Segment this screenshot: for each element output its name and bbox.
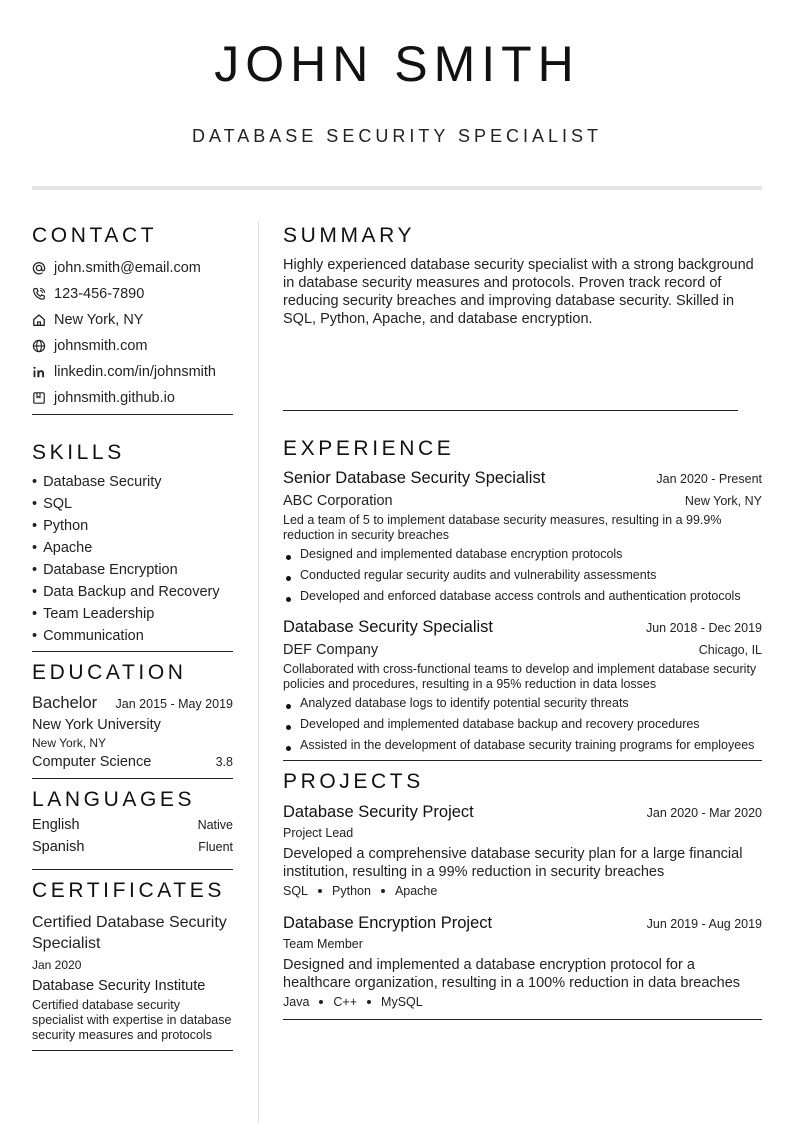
project-tag: SQL bbox=[283, 884, 309, 898]
education-dates: Jan 2015 - May 2019 bbox=[115, 697, 233, 711]
project-role: Project Lead bbox=[283, 826, 354, 840]
certificates-heading: CERTIFICATES bbox=[32, 879, 225, 902]
job-bullet: Analyzed database logs to identify potential security threats bbox=[283, 696, 762, 711]
job-company-row bbox=[283, 642, 762, 658]
project-role: Team Member bbox=[283, 937, 363, 951]
languages-section bbox=[32, 788, 233, 870]
language-row bbox=[32, 817, 233, 839]
job-location: Chicago, IL bbox=[698, 643, 762, 657]
project-tag: C++ bbox=[333, 995, 358, 1009]
job-bullets bbox=[283, 547, 762, 604]
header-divider bbox=[32, 186, 762, 190]
job-dates: Jun 2018 - Dec 2019 bbox=[645, 621, 762, 635]
certificate-issuer: Database Security Institute bbox=[32, 978, 206, 994]
contact-heading: CONTACT bbox=[32, 224, 158, 247]
language-level: Fluent bbox=[198, 840, 233, 854]
project-tag: Java bbox=[283, 995, 310, 1009]
languages-heading: LANGUAGES bbox=[32, 788, 196, 811]
education-degree: Bachelor bbox=[32, 694, 98, 712]
language-name: English bbox=[32, 817, 80, 833]
job-bullet: Developed and enforced database access controls and authentication protocols bbox=[283, 589, 762, 604]
education-location: New York, NY bbox=[32, 736, 107, 750]
job-entry bbox=[283, 618, 762, 753]
globe-icon bbox=[32, 339, 46, 353]
job-company: DEF Company bbox=[283, 642, 379, 658]
summary-heading: SUMMARY bbox=[283, 224, 416, 247]
tag-separator bbox=[367, 1000, 371, 1004]
language-level: Native bbox=[197, 818, 233, 832]
project-dates: Jan 2020 - Mar 2020 bbox=[646, 806, 762, 820]
linkedin-icon bbox=[32, 365, 46, 379]
certificate-description: Certified database security specialist with expertise in database security measures and protocols bbox=[32, 998, 232, 1042]
candidate-title: DATABASE SECURITY SPECIALIST bbox=[191, 126, 603, 146]
job-bullets bbox=[283, 696, 762, 753]
skills-section bbox=[32, 441, 233, 652]
language-row bbox=[32, 839, 233, 861]
education-field: Computer Science bbox=[32, 754, 152, 770]
contact-list bbox=[32, 255, 233, 411]
job-description: Led a team of 5 to implement database security measures, resulting in a 99.9% reduction in security breaches bbox=[283, 513, 722, 542]
skills-divider bbox=[32, 651, 233, 652]
project-title: Database Security Project bbox=[283, 803, 474, 821]
projects-heading: PROJECTS bbox=[283, 770, 424, 793]
project-title: Database Encryption Project bbox=[283, 914, 493, 932]
job-title-row bbox=[283, 469, 762, 488]
portfolio-icon bbox=[32, 391, 46, 405]
at-icon bbox=[32, 261, 46, 275]
left-column bbox=[32, 224, 233, 1051]
contact-section bbox=[32, 224, 233, 415]
experience-divider bbox=[283, 760, 762, 761]
job-bullet: Developed and implemented database backup and recovery procedures bbox=[283, 717, 762, 732]
education-field-row bbox=[32, 754, 233, 770]
phone-icon bbox=[32, 287, 46, 301]
job-entry bbox=[283, 469, 762, 604]
contact-portfolio-text: johnsmith.github.io bbox=[54, 390, 175, 406]
project-description: Designed and implemented a database encryption protocol for a healthcare organization, resulting in a 100% reduction in data breaches bbox=[283, 957, 741, 991]
summary-section bbox=[283, 224, 762, 411]
project-tags bbox=[283, 995, 762, 1009]
job-title: Senior Database Security Specialist bbox=[283, 469, 546, 487]
contact-phone-text: 123-456-7890 bbox=[54, 286, 145, 302]
job-bullet: Assisted in the development of database security training programs for employees bbox=[283, 738, 762, 753]
skills-list bbox=[32, 471, 233, 647]
tag-separator bbox=[381, 889, 385, 893]
job-title-row bbox=[283, 618, 762, 637]
job-title: Database Security Specialist bbox=[283, 618, 494, 636]
skill-item: • Database Encryption bbox=[32, 559, 233, 581]
projects-divider bbox=[283, 1019, 762, 1020]
skill-item: • Communication bbox=[32, 625, 233, 647]
contact-location bbox=[32, 307, 233, 333]
education-divider bbox=[32, 778, 233, 779]
project-dates: Jun 2019 - Aug 2019 bbox=[646, 917, 762, 931]
job-bullet: Designed and implemented database encryption protocols bbox=[283, 547, 762, 562]
education-degree-row bbox=[32, 694, 233, 713]
contact-linkedin[interactable] bbox=[32, 359, 233, 385]
column-divider bbox=[258, 222, 259, 1123]
contact-website-text: johnsmith.com bbox=[54, 338, 148, 354]
contact-website[interactable] bbox=[32, 333, 233, 359]
job-description: Collaborated with cross-functional teams to develop and implement database security policies and procedures, resulting in a 95% reduction in data losses bbox=[283, 662, 757, 691]
certificate-name: Certified Database Security Specialist bbox=[32, 914, 227, 952]
certificate-date: Jan 2020 bbox=[32, 958, 82, 972]
contact-email-text: john.smith@email.com bbox=[54, 260, 201, 276]
project-title-row bbox=[283, 803, 762, 822]
candidate-name: JOHN SMITH bbox=[214, 36, 580, 92]
projects-section bbox=[283, 770, 762, 1020]
language-name: Spanish bbox=[32, 839, 85, 855]
education-section bbox=[32, 661, 233, 779]
contact-location-text: New York, NY bbox=[54, 312, 144, 328]
project-description: Developed a comprehensive database security plan for a large financial institution, resulting in a 99% reduction in security breaches bbox=[283, 846, 743, 880]
experience-heading: EXPERIENCE bbox=[283, 437, 455, 460]
project-tag: Python bbox=[332, 884, 371, 898]
contact-phone[interactable] bbox=[32, 281, 233, 307]
skill-item: • Team Leadership bbox=[32, 603, 233, 625]
right-column bbox=[283, 224, 762, 1020]
skill-item: • Python bbox=[32, 515, 233, 537]
contact-portfolio[interactable] bbox=[32, 385, 233, 411]
skill-item: • Data Backup and Recovery bbox=[32, 581, 233, 603]
job-bullet: Conducted regular security audits and vulnerability assessments bbox=[283, 568, 762, 583]
contact-divider bbox=[32, 414, 233, 415]
tag-separator bbox=[318, 889, 322, 893]
tag-separator bbox=[319, 1000, 323, 1004]
skill-item: • Apache bbox=[32, 537, 233, 559]
summary-text: Highly experienced database security specialist with a strong background in database security measures and protocols. Proven track record of reducing security breaches and improving database security. Skilled in SQL, Python, Apache, and database encryption. bbox=[283, 257, 754, 327]
project-tag: MySQL bbox=[381, 995, 423, 1009]
contact-email[interactable] bbox=[32, 255, 233, 281]
project-entry bbox=[283, 914, 762, 1009]
skills-heading: SKILLS bbox=[32, 441, 125, 464]
experience-section bbox=[283, 437, 762, 761]
home-icon bbox=[32, 313, 46, 327]
certificates-divider bbox=[32, 1050, 233, 1051]
project-entry bbox=[283, 803, 762, 898]
contact-linkedin-text: linkedin.com/in/johnsmith bbox=[54, 364, 216, 380]
project-tag: Apache bbox=[394, 884, 438, 898]
education-gpa: 3.8 bbox=[215, 755, 233, 769]
job-company: ABC Corporation bbox=[283, 493, 393, 509]
project-tags bbox=[283, 884, 762, 898]
languages-divider bbox=[32, 869, 233, 870]
education-school: New York University bbox=[32, 717, 161, 733]
education-heading: EDUCATION bbox=[32, 661, 187, 684]
job-dates: Jan 2020 - Present bbox=[656, 472, 762, 486]
project-title-row bbox=[283, 914, 762, 933]
job-location: New York, NY bbox=[684, 494, 762, 508]
certificates-section bbox=[32, 879, 233, 1051]
languages-list bbox=[32, 817, 233, 861]
job-company-row bbox=[283, 493, 762, 509]
skill-item: • SQL bbox=[32, 493, 233, 515]
skill-item: • Database Security bbox=[32, 471, 233, 493]
summary-divider bbox=[283, 410, 738, 411]
